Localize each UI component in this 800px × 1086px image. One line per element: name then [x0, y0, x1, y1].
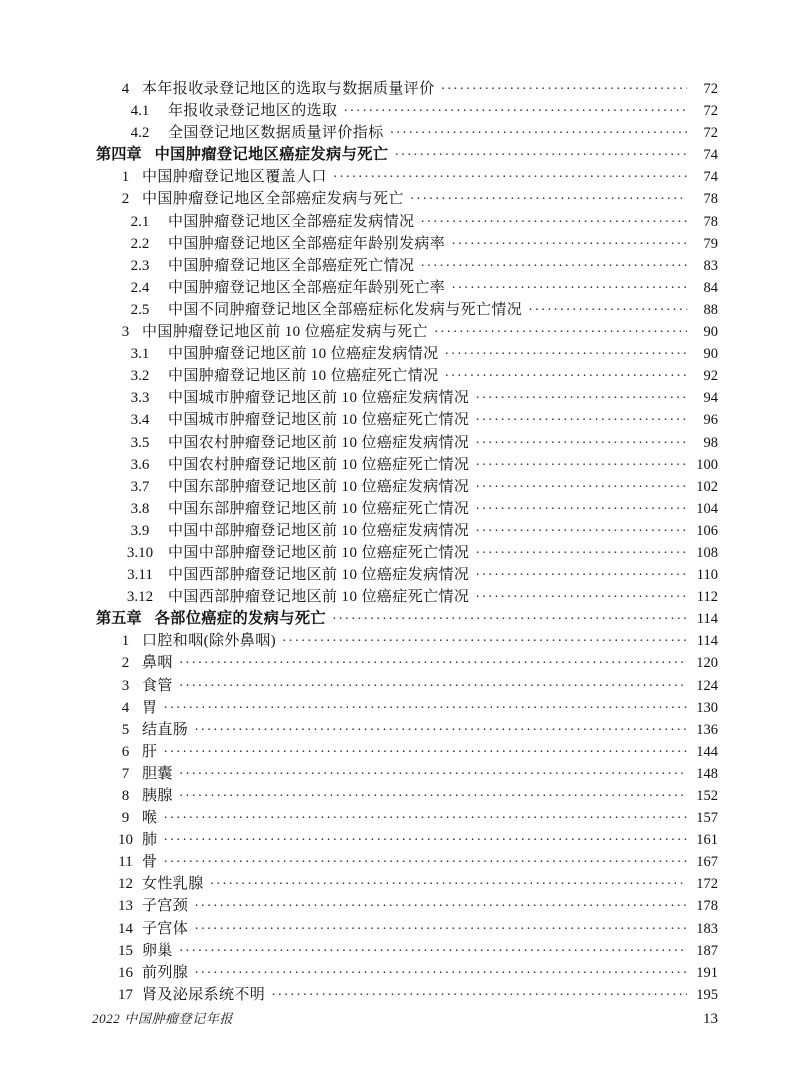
dot-leader [451, 278, 687, 300]
toc-entry-title: 鼻咽 [142, 655, 173, 672]
toc-entry-number: 3.4 [130, 412, 150, 429]
toc-entry-page: 84 [703, 279, 718, 296]
toc-entry-page: 72 [703, 125, 718, 142]
toc-entry [92, 741, 718, 763]
toc-entry-title: 前列腺 [142, 964, 189, 981]
dot-leader [194, 963, 687, 985]
toc-entry-number: 3.12 [126, 589, 154, 606]
toc-entry-title: 中国东部肿瘤登记地区前 10 位癌症死亡情况 [168, 500, 470, 517]
dot-leader [163, 808, 687, 830]
toc-entry-title: 中国东部肿瘤登记地区前 10 位癌症发病情况 [168, 478, 470, 495]
toc-entry [92, 697, 718, 719]
toc-entry [92, 542, 718, 564]
toc-entry [92, 785, 718, 807]
toc-entry-page: 152 [696, 788, 718, 804]
toc-entry-title: 胆囊 [142, 765, 173, 782]
toc-entry-page: 130 [696, 699, 718, 716]
toc-entry-title: 结直肠 [142, 721, 189, 738]
toc-entry [92, 476, 718, 498]
toc-entry-number: 17 [118, 986, 133, 1003]
toc-entry-page: 106 [696, 522, 718, 539]
toc-entry [92, 895, 718, 917]
toc-entry [92, 520, 718, 542]
toc-entry-number: 3.2 [130, 368, 150, 385]
dot-leader [210, 874, 687, 896]
toc-entry-number: 11 [118, 854, 133, 871]
toc-entry [92, 299, 718, 321]
toc-entry-number: 12 [118, 876, 133, 893]
toc-entry [92, 144, 718, 166]
toc-entry-page: 178 [696, 898, 718, 915]
toc-entry-page: 183 [696, 920, 718, 937]
toc-entry-page: 102 [696, 478, 718, 495]
toc-entry [92, 763, 718, 785]
toc-entry-page: 120 [696, 655, 718, 672]
toc-entry-number: 2 [121, 191, 130, 208]
dot-leader [394, 145, 687, 167]
toc-entry-page: 74 [703, 169, 718, 186]
toc-entry [92, 586, 718, 608]
toc-entry-title: 中国城市肿瘤登记地区前 10 位癌症发病情况 [168, 390, 470, 407]
toc-entry [92, 343, 718, 365]
toc-entry-number: 10 [118, 832, 133, 849]
toc-entry-page: 78 [703, 213, 718, 230]
toc-entry-number: 16 [118, 964, 133, 981]
toc-entry-page: 90 [703, 324, 718, 341]
toc-entry-title: 全国登记地区数据质量评价指标 [168, 125, 384, 142]
toc-entry-title: 食管 [142, 677, 173, 694]
dot-leader [271, 985, 687, 1007]
toc-entry-number: 14 [118, 920, 133, 937]
toc-entry-page: 72 [703, 103, 718, 120]
toc-entry-page: 92 [703, 368, 718, 385]
dot-leader [410, 189, 687, 211]
toc-entry-page: 110 [696, 567, 718, 584]
toc-entry-page: 187 [696, 942, 718, 959]
toc-entry [92, 277, 718, 299]
toc-entry [92, 100, 718, 122]
dot-leader [179, 764, 687, 786]
toc-entry-page: 148 [696, 765, 718, 782]
toc-entry-number: 3.8 [130, 500, 150, 517]
toc-entry-number: 2.1 [130, 213, 150, 230]
toc-entry [92, 829, 718, 851]
page-footer [92, 1008, 718, 1028]
toc-entry-number: 4.2 [130, 125, 150, 142]
toc-entry-page: 74 [703, 147, 718, 164]
toc-entry-page: 161 [696, 832, 718, 849]
toc-entry-page: 104 [696, 500, 718, 517]
dot-leader [194, 720, 687, 742]
toc-entry-number: 2.3 [130, 257, 150, 274]
toc-entry [92, 564, 718, 586]
toc-entry-title: 子宫体 [142, 920, 189, 937]
toc-entry-title: 中国农村肿瘤登记地区前 10 位癌症死亡情况 [168, 456, 470, 473]
toc-entry-title: 中国肿瘤登记地区全部癌症发病情况 [168, 213, 415, 230]
toc-entry [92, 652, 718, 674]
toc-entry [92, 432, 718, 454]
dot-leader [451, 234, 687, 256]
toc-entry [92, 365, 718, 387]
toc-entry-page: 88 [703, 301, 718, 318]
toc-entry-title: 中国中部肿瘤登记地区前 10 位癌症发病情况 [168, 522, 470, 539]
toc-entry [92, 807, 718, 829]
toc-entry-title: 中国肿瘤登记地区前 10 位癌症发病与死亡 [142, 324, 428, 341]
dot-leader [343, 101, 687, 123]
dot-leader [163, 742, 687, 764]
toc-entry-title: 中国西部肿瘤登记地区前 10 位癌症死亡情况 [168, 589, 470, 606]
dot-leader [475, 433, 687, 455]
toc-entry-page: 191 [696, 964, 718, 981]
toc-entry-number: 5 [121, 721, 130, 738]
toc-entry-title: 中国不同肿瘤登记地区全部癌症标化发病与死亡情况 [168, 301, 523, 318]
toc-entry-page: 136 [696, 721, 718, 738]
toc-entry-page: 83 [703, 257, 718, 274]
toc-entry [92, 873, 718, 895]
dot-leader [333, 167, 687, 189]
toc-entry-page: 72 [703, 81, 718, 97]
dot-leader [434, 322, 687, 344]
toc-entry-title: 胃 [142, 699, 158, 716]
toc-entry-title: 喉 [142, 810, 158, 827]
toc-entry-number: 1 [121, 633, 130, 650]
toc-entry-number: 13 [118, 898, 133, 915]
toc-entry-page: 195 [696, 986, 718, 1003]
dot-leader [179, 653, 687, 675]
toc-entry [92, 166, 718, 188]
toc-entry-number: 3.6 [130, 456, 150, 473]
toc-entry-title: 中国肿瘤登记地区全部癌症年龄别死亡率 [168, 279, 446, 296]
toc-entry-page: 90 [703, 346, 718, 363]
toc-entry [92, 78, 718, 100]
toc-entry [92, 211, 718, 233]
toc-entry-number: 3 [121, 677, 130, 694]
toc-entry-title: 卵巢 [142, 942, 173, 959]
toc-entry-title: 肾及泌尿系统不明 [142, 986, 266, 1003]
toc-entry-title: 肺 [142, 832, 158, 849]
toc-entry-number: 4 [121, 81, 130, 97]
toc-entry [92, 122, 718, 144]
toc-entry-page: 96 [703, 412, 718, 429]
footer-report-title: 2022 中国肿瘤登记年报 [92, 1011, 234, 1026]
dot-leader [475, 499, 687, 521]
toc-entry-title: 中国城市肿瘤登记地区前 10 位癌症死亡情况 [168, 412, 470, 429]
toc-entry-number: 3.1 [130, 346, 150, 363]
toc-entry-number: 2.4 [130, 279, 150, 296]
toc-entry-title: 中国肿瘤登记地区覆盖人口 [142, 169, 327, 186]
toc-entry-page: 172 [696, 876, 718, 893]
toc-entry [92, 233, 718, 255]
dot-leader [194, 919, 687, 941]
dot-leader [475, 455, 687, 477]
toc-entry-number: 3.5 [130, 434, 150, 451]
toc-entry-number: 3 [121, 324, 130, 341]
toc-entry [92, 321, 718, 343]
dot-leader [332, 609, 687, 631]
dot-leader [179, 786, 687, 808]
toc-entry-title: 口腔和咽(除外鼻咽) [142, 633, 276, 650]
toc-entry-page: 124 [696, 677, 718, 694]
toc-entry [92, 188, 718, 210]
dot-leader [445, 366, 687, 388]
dot-leader [194, 896, 687, 918]
dot-leader [475, 587, 687, 609]
toc-entry-number: 2.5 [130, 301, 150, 318]
toc-entry-page: 114 [696, 611, 718, 628]
footer-page-number: 13 [703, 1011, 718, 1027]
dot-leader [475, 543, 687, 565]
toc-entry-title: 中国肿瘤登记地区癌症发病与死亡 [154, 146, 389, 164]
toc-entry-page: 167 [696, 854, 718, 871]
dot-leader [475, 521, 687, 543]
toc-entry [92, 255, 718, 277]
toc-entry [92, 608, 718, 630]
toc-entry-page: 98 [703, 434, 718, 451]
toc-entry-title: 胰腺 [142, 788, 173, 804]
toc-entry-title: 年报收录登记地区的选取 [168, 103, 338, 120]
dot-leader [445, 344, 687, 366]
dot-leader [420, 212, 687, 234]
toc-entry-title: 本年报收录登记地区的选取与数据质量评价 [142, 81, 435, 97]
toc-entry-number: 3.9 [130, 522, 150, 539]
dot-leader [179, 941, 687, 963]
dot-leader [475, 388, 687, 410]
dot-leader [475, 477, 687, 499]
toc-entry-page: 94 [703, 390, 718, 407]
dot-leader [179, 676, 687, 698]
toc-entry-number: 3.11 [127, 567, 153, 584]
dot-leader [528, 300, 687, 322]
toc-entry [92, 498, 718, 520]
dot-leader [420, 256, 687, 278]
dot-leader [163, 698, 687, 720]
toc-entry [92, 630, 718, 652]
toc-entry-number: 4.1 [130, 103, 150, 120]
toc-entry [92, 675, 718, 697]
toc-entry-title: 中国西部肿瘤登记地区前 10 位癌症发病情况 [168, 567, 470, 584]
toc-entry-number: 第五章 [96, 610, 142, 628]
toc-entry-number: 15 [118, 942, 133, 959]
toc-entry-number: 8 [121, 788, 130, 804]
toc-entry-title: 中国肿瘤登记地区全部癌症发病与死亡 [142, 191, 404, 208]
toc-entry-page: 144 [696, 743, 718, 760]
toc-list [92, 78, 718, 1006]
toc-entry-title: 中国肿瘤登记地区全部癌症年龄别发病率 [168, 235, 446, 252]
dot-leader [441, 79, 687, 101]
toc-entry-number: 6 [121, 743, 130, 760]
toc-entry-page: 100 [696, 456, 718, 473]
toc-entry-title: 骨 [142, 854, 158, 871]
toc-entry-page: 79 [703, 235, 718, 252]
toc-entry [92, 719, 718, 741]
toc-entry-title: 各部位癌症的发病与死亡 [154, 610, 327, 628]
toc-entry [92, 454, 718, 476]
toc-entry-number: 7 [121, 765, 130, 782]
toc-entry [92, 918, 718, 940]
dot-leader [475, 410, 687, 432]
toc-entry-page: 108 [696, 544, 718, 561]
toc-entry-title: 中国肿瘤登记地区前 10 位癌症死亡情况 [168, 368, 439, 385]
toc-entry-number: 9 [121, 810, 130, 827]
toc-entry-page: 78 [703, 191, 718, 208]
toc-entry-title: 肝 [142, 743, 158, 760]
toc-entry-title: 中国肿瘤登记地区前 10 位癌症发病情况 [168, 346, 439, 363]
toc-entry [92, 387, 718, 409]
toc-entry-title: 中国中部肿瘤登记地区前 10 位癌症死亡情况 [168, 544, 470, 561]
toc-entry-number: 2 [121, 655, 130, 672]
dot-leader [282, 631, 687, 653]
toc-entry [92, 851, 718, 873]
toc-entry-number: 1 [121, 169, 130, 186]
toc-entry-page: 157 [696, 810, 718, 827]
dot-leader [390, 123, 687, 145]
dot-leader [475, 565, 687, 587]
toc-entry [92, 940, 718, 962]
toc-entry [92, 409, 718, 431]
dot-leader [163, 830, 687, 852]
dot-leader [163, 852, 687, 874]
toc-entry-number: 2.2 [130, 235, 150, 252]
toc-entry-number: 第四章 [96, 146, 142, 164]
toc-entry-page: 112 [696, 589, 718, 606]
toc-entry-number: 3.3 [130, 390, 150, 407]
toc-entry [92, 984, 718, 1006]
toc-entry-number: 3.10 [126, 544, 154, 561]
toc-entry-number: 3.7 [130, 478, 150, 495]
toc-entry-title: 中国农村肿瘤登记地区前 10 位癌症发病情况 [168, 434, 470, 451]
toc-entry-title: 女性乳腺 [142, 876, 204, 893]
toc-entry [92, 962, 718, 984]
toc-entry-title: 中国肿瘤登记地区全部癌症死亡情况 [168, 257, 415, 274]
toc-entry-title: 子宫颈 [142, 898, 189, 915]
toc-entry-number: 4 [121, 699, 130, 716]
toc-entry-page: 114 [696, 633, 718, 650]
